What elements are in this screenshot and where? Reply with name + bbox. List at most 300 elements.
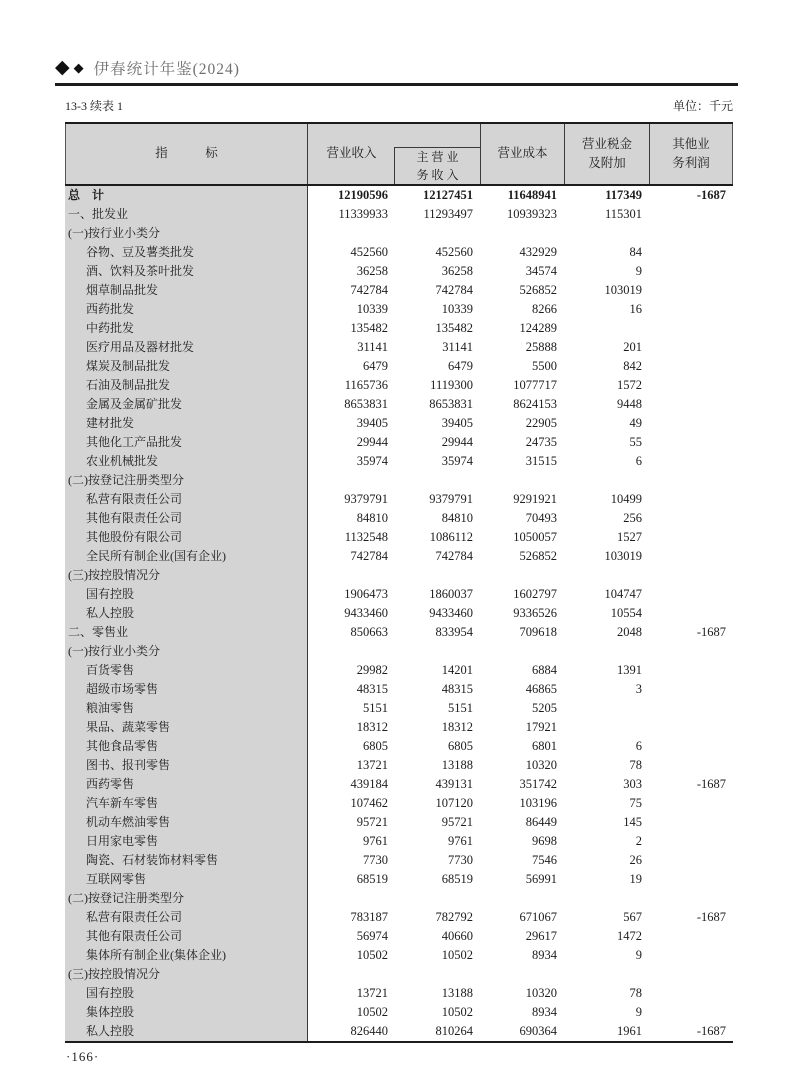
row-value: 31141 [442, 340, 473, 354]
row-value: 6801 [532, 739, 557, 753]
table-row [65, 300, 733, 319]
row-value: 9433460 [429, 606, 473, 620]
row-label: 图书、报刊零售 [65, 756, 308, 775]
table-row [65, 205, 733, 224]
row-value [649, 566, 733, 585]
row-value: 782792 [435, 910, 473, 924]
row-value: 10320 [525, 986, 557, 1000]
row-label: 西药批发 [65, 300, 308, 319]
row-value: 13188 [441, 758, 473, 772]
row-value: 86449 [525, 815, 557, 829]
row-label: 汽车新车零售 [65, 794, 308, 813]
row-value [395, 224, 480, 243]
row-value: 810264 [435, 1024, 473, 1038]
table-row [65, 262, 733, 281]
row-label: 其他股份有限公司 [65, 528, 308, 547]
header-tax-line1: 营业税金 [581, 136, 632, 151]
row-value: 17921 [525, 720, 557, 734]
row-value: 70493 [525, 511, 557, 525]
row-value: 9448 [617, 397, 642, 411]
row-label: 酒、饮料及茶叶批发 [65, 262, 308, 281]
row-value [649, 224, 733, 243]
row-value: 8266 [532, 302, 557, 316]
row-value: 2 [635, 834, 642, 848]
row-value [308, 965, 395, 984]
table-row [65, 927, 733, 946]
row-label: 私营有限责任公司 [65, 490, 308, 509]
row-label: 烟草制品批发 [65, 281, 308, 300]
row-value: 107120 [435, 796, 473, 810]
header-other-profit-line1: 其他业 [672, 136, 710, 151]
row-value: 24735 [525, 435, 557, 449]
row-label: 互联网零售 [65, 870, 308, 889]
row-value: 10499 [610, 492, 642, 506]
row-value: 135482 [350, 321, 388, 335]
row-value [564, 889, 649, 908]
table-row [65, 338, 733, 357]
unit-label: 单位：千元 [672, 99, 733, 113]
row-value: 2048 [617, 625, 642, 639]
row-value [649, 509, 733, 528]
row-value [308, 471, 395, 490]
row-value: 46865 [525, 682, 557, 696]
row-value: 11293497 [423, 207, 473, 221]
row-value: 1906473 [344, 587, 388, 601]
row-value [649, 965, 733, 984]
row-value [649, 946, 733, 965]
row-value: -1687 [696, 188, 726, 202]
yearbook-title: 伊春统计年鉴(2024) [93, 61, 240, 78]
row-value: 10320 [525, 758, 557, 772]
row-value [649, 832, 733, 851]
page-number: ·166· [66, 1049, 100, 1064]
row-value: 9761 [363, 834, 388, 848]
row-label: 一、批发业 [65, 205, 308, 224]
row-value: 10502 [356, 948, 388, 962]
row-value: 68519 [441, 872, 473, 886]
row-value: 56991 [525, 872, 557, 886]
row-value [480, 566, 564, 585]
table-row [65, 794, 733, 813]
row-value: 742784 [435, 283, 473, 297]
row-value: 11339933 [338, 207, 388, 221]
row-value [308, 889, 395, 908]
table-row [65, 1003, 733, 1022]
row-value: 29982 [356, 663, 388, 677]
row-value: 3 [635, 682, 642, 696]
row-label: 超级市场零售 [65, 680, 308, 699]
table-row [65, 319, 733, 338]
row-label: 集体控股 [65, 1003, 308, 1022]
row-value: 12127451 [423, 188, 473, 202]
row-value: -1687 [696, 625, 726, 639]
row-value: 567 [623, 910, 642, 924]
row-value: 671067 [519, 910, 557, 924]
row-value [649, 376, 733, 395]
row-value [649, 300, 733, 319]
row-value: 1086112 [429, 530, 473, 544]
row-value: 9433460 [344, 606, 388, 620]
row-value: 452560 [435, 245, 473, 259]
row-value [308, 224, 395, 243]
table-row [65, 528, 733, 547]
row-value: -1687 [696, 1024, 726, 1038]
row-value: 742784 [350, 283, 388, 297]
row-value [480, 642, 564, 661]
table-row [65, 661, 733, 680]
row-label: 医疗用品及器材批发 [65, 338, 308, 357]
row-value: 117349 [605, 188, 642, 202]
table-row [65, 243, 733, 262]
row-value: 742784 [435, 549, 473, 563]
row-value [649, 737, 733, 756]
row-value: 39405 [356, 416, 388, 430]
table-row [65, 490, 733, 509]
row-value [649, 927, 733, 946]
table-row [65, 414, 733, 433]
row-value: 145 [623, 815, 642, 829]
header-cost [480, 124, 564, 184]
row-value: 40660 [441, 929, 473, 943]
masthead-rule [55, 83, 738, 86]
row-value [564, 319, 649, 338]
row-value: 6479 [448, 359, 473, 373]
table-row [65, 946, 733, 965]
row-value [308, 642, 395, 661]
header-main-revenue-line1: 主 营 业 [416, 150, 459, 164]
row-value [649, 243, 733, 262]
table-row [65, 984, 733, 1003]
row-label: 机动车燃油零售 [65, 813, 308, 832]
row-label: 私人控股 [65, 1022, 308, 1041]
table-row [65, 908, 733, 927]
table-row [65, 357, 733, 376]
row-label: 石油及制品批发 [65, 376, 308, 395]
header-tax [564, 124, 649, 184]
table-row [65, 186, 733, 205]
table-row [65, 870, 733, 889]
row-value: 14201 [441, 663, 473, 677]
row-value: 742784 [350, 549, 388, 563]
row-label: 私营有限责任公司 [65, 908, 308, 927]
row-value [649, 281, 733, 300]
row-label: 日用家电零售 [65, 832, 308, 851]
row-value: 8653831 [344, 397, 388, 411]
row-value: 9379791 [429, 492, 473, 506]
table-row [65, 224, 733, 243]
row-value [395, 965, 480, 984]
row-value: 432929 [519, 245, 557, 259]
masthead [55, 57, 240, 79]
header-main-revenue [394, 147, 480, 184]
row-value: 78 [629, 986, 642, 1000]
row-value: 12190596 [338, 188, 388, 202]
row-value: 13721 [356, 758, 388, 772]
row-value [564, 718, 649, 737]
row-value [649, 547, 733, 566]
table-row [65, 718, 733, 737]
row-value: 115301 [604, 207, 642, 221]
row-value: 35974 [441, 454, 473, 468]
row-value: 1391 [617, 663, 642, 677]
row-value: 439184 [350, 777, 388, 791]
table-row [65, 832, 733, 851]
table-row [65, 509, 733, 528]
row-label: 谷物、豆及薯类批发 [65, 243, 308, 262]
row-value [649, 984, 733, 1003]
row-value [649, 338, 733, 357]
row-value: 783187 [350, 910, 388, 924]
row-value: 104747 [604, 587, 642, 601]
row-value [395, 642, 480, 661]
row-value: 6805 [448, 739, 473, 753]
row-value: 10502 [356, 1005, 388, 1019]
row-value [649, 585, 733, 604]
row-value: 9336526 [513, 606, 557, 620]
table-row [65, 889, 733, 908]
statistics-table [65, 122, 733, 1043]
table-row [65, 965, 733, 984]
header-tax-line2: 及附加 [588, 156, 626, 170]
header-cost-label: 营业成本 [497, 146, 548, 161]
diamond-large-icon: ◆ [55, 57, 70, 78]
row-label: 其他有限责任公司 [65, 927, 308, 946]
row-label: 其他化工产品批发 [65, 433, 308, 452]
row-value: 1961 [617, 1024, 642, 1038]
row-value [649, 794, 733, 813]
row-value [649, 205, 733, 224]
row-value: 84810 [356, 511, 388, 525]
table-row [65, 471, 733, 490]
row-label: 建材批发 [65, 414, 308, 433]
row-label: 农业机械批发 [65, 452, 308, 471]
row-label: 国有控股 [65, 585, 308, 604]
row-value [649, 490, 733, 509]
row-label: 西药零售 [65, 775, 308, 794]
row-value: 6884 [532, 663, 557, 677]
row-value [649, 851, 733, 870]
row-value: -1687 [696, 777, 726, 791]
row-label: 总 计 [65, 186, 308, 205]
row-value: 7546 [532, 853, 557, 867]
table-caption-row [65, 97, 733, 114]
row-value [649, 661, 733, 680]
row-value [649, 357, 733, 376]
row-value: 13188 [441, 986, 473, 1000]
row-label: 金属及金属矿批发 [65, 395, 308, 414]
row-value: 351742 [519, 777, 557, 791]
row-value [480, 471, 564, 490]
row-value [564, 699, 649, 718]
row-value: 1527 [617, 530, 642, 544]
row-value: 10502 [441, 948, 473, 962]
row-value: 842 [623, 359, 642, 373]
row-value [649, 756, 733, 775]
row-value: 19 [629, 872, 642, 886]
row-value [649, 471, 733, 490]
row-value: 6 [635, 454, 642, 468]
row-value: 6805 [363, 739, 388, 753]
row-value: 39405 [441, 416, 473, 430]
row-value: 10339 [356, 302, 388, 316]
row-value: 1165736 [344, 378, 388, 392]
row-value: -1687 [696, 910, 726, 924]
table-row [65, 642, 733, 661]
row-value: 1602797 [513, 587, 557, 601]
row-value [564, 642, 649, 661]
row-label: 私人控股 [65, 604, 308, 623]
row-value: 452560 [350, 245, 388, 259]
row-label: 全民所有制企业(国有企业) [65, 547, 308, 566]
table-row [65, 813, 733, 832]
row-value: 1050057 [513, 530, 557, 544]
row-value: 9698 [532, 834, 557, 848]
row-value: 18312 [441, 720, 473, 734]
row-label: (三)按控股情况分 [65, 566, 308, 585]
row-value: 9291921 [513, 492, 557, 506]
row-value [649, 414, 733, 433]
row-label: (一)按行业小类分 [65, 224, 308, 243]
table-row [65, 376, 733, 395]
row-label: (三)按控股情况分 [65, 965, 308, 984]
row-label: 中药批发 [65, 319, 308, 338]
table-body [65, 186, 733, 1043]
row-label: 果品、蔬菜零售 [65, 718, 308, 737]
row-value [564, 224, 649, 243]
row-value: 9 [635, 264, 642, 278]
table-row [65, 737, 733, 756]
row-value [649, 528, 733, 547]
header-main-revenue-line2: 务 收 入 [416, 168, 459, 182]
row-value: 8653831 [429, 397, 473, 411]
row-value: 10502 [441, 1005, 473, 1019]
row-value: 16 [629, 302, 642, 316]
table-row [65, 1022, 733, 1041]
row-value: 8934 [532, 948, 557, 962]
table-row [65, 281, 733, 300]
row-value: 135482 [435, 321, 473, 335]
row-value: 9 [635, 1005, 642, 1019]
row-value: 35974 [356, 454, 388, 468]
table-header [65, 122, 733, 186]
row-value [649, 699, 733, 718]
row-label: 陶瓷、石材装饰材料零售 [65, 851, 308, 870]
row-value: 75 [629, 796, 642, 810]
row-value: 201 [623, 340, 642, 354]
row-value: 84 [629, 245, 642, 259]
table-row [65, 851, 733, 870]
row-value [564, 965, 649, 984]
row-value: 25888 [525, 340, 557, 354]
table-row [65, 775, 733, 794]
row-value: 1572 [617, 378, 642, 392]
table-row [65, 452, 733, 471]
row-value: 5151 [448, 701, 473, 715]
table-row [65, 699, 733, 718]
row-label: 百货零售 [65, 661, 308, 680]
row-value: 10554 [610, 606, 642, 620]
row-value [649, 319, 733, 338]
row-value [649, 889, 733, 908]
row-value: 34574 [525, 264, 557, 278]
row-value [564, 471, 649, 490]
table-row [65, 623, 733, 642]
row-value: 1472 [617, 929, 642, 943]
row-value: 78 [629, 758, 642, 772]
row-value: 5500 [532, 359, 557, 373]
row-value: 31515 [525, 454, 557, 468]
row-value [649, 395, 733, 414]
row-label: 粮油零售 [65, 699, 308, 718]
row-value: 124289 [519, 321, 557, 335]
row-label: 国有控股 [65, 984, 308, 1003]
row-value: 826440 [350, 1024, 388, 1038]
row-value: 5151 [363, 701, 388, 715]
row-value: 526852 [519, 283, 557, 297]
row-value: 526852 [519, 549, 557, 563]
row-value: 31141 [357, 340, 388, 354]
row-value: 95721 [441, 815, 473, 829]
header-other-profit-line2: 务利润 [672, 156, 710, 170]
row-value: 709618 [519, 625, 557, 639]
row-value: 55 [629, 435, 642, 449]
table-row [65, 433, 733, 452]
row-value [649, 870, 733, 889]
row-value: 36258 [356, 264, 388, 278]
row-value [649, 813, 733, 832]
row-value: 103196 [519, 796, 557, 810]
row-value [649, 718, 733, 737]
row-value: 8624153 [513, 397, 557, 411]
row-value: 1119300 [430, 378, 473, 392]
row-value: 690364 [519, 1024, 557, 1038]
row-value: 10339 [441, 302, 473, 316]
row-value: 26 [629, 853, 642, 867]
header-indicator-label: 指 标 [155, 146, 218, 161]
row-value [395, 889, 480, 908]
row-value: 5205 [532, 701, 557, 715]
row-value [649, 433, 733, 452]
row-value: 22905 [525, 416, 557, 430]
table-row [65, 756, 733, 775]
row-value [649, 680, 733, 699]
row-label: 二、零售业 [65, 623, 308, 642]
row-value: 11648941 [507, 188, 557, 202]
row-value: 9 [635, 948, 642, 962]
row-value [480, 889, 564, 908]
row-value [649, 262, 733, 281]
diamond-small-icon: ◆ [73, 60, 84, 75]
row-value: 7730 [363, 853, 388, 867]
row-label: (二)按登记注册类型分 [65, 889, 308, 908]
row-value: 29617 [525, 929, 557, 943]
row-label: 煤炭及制品批发 [65, 357, 308, 376]
row-value: 9379791 [344, 492, 388, 506]
row-value: 18312 [356, 720, 388, 734]
row-value [480, 965, 564, 984]
row-value: 6479 [363, 359, 388, 373]
row-value: 56974 [356, 929, 388, 943]
row-value: 107462 [350, 796, 388, 810]
header-revenue-label: 营业收入 [326, 146, 377, 161]
row-value: 103019 [604, 283, 642, 297]
row-value: 833954 [435, 625, 473, 639]
row-value: 29944 [356, 435, 388, 449]
row-value: 256 [623, 511, 642, 525]
row-value: 7730 [448, 853, 473, 867]
row-value: 103019 [604, 549, 642, 563]
row-value: 1077717 [513, 378, 557, 392]
